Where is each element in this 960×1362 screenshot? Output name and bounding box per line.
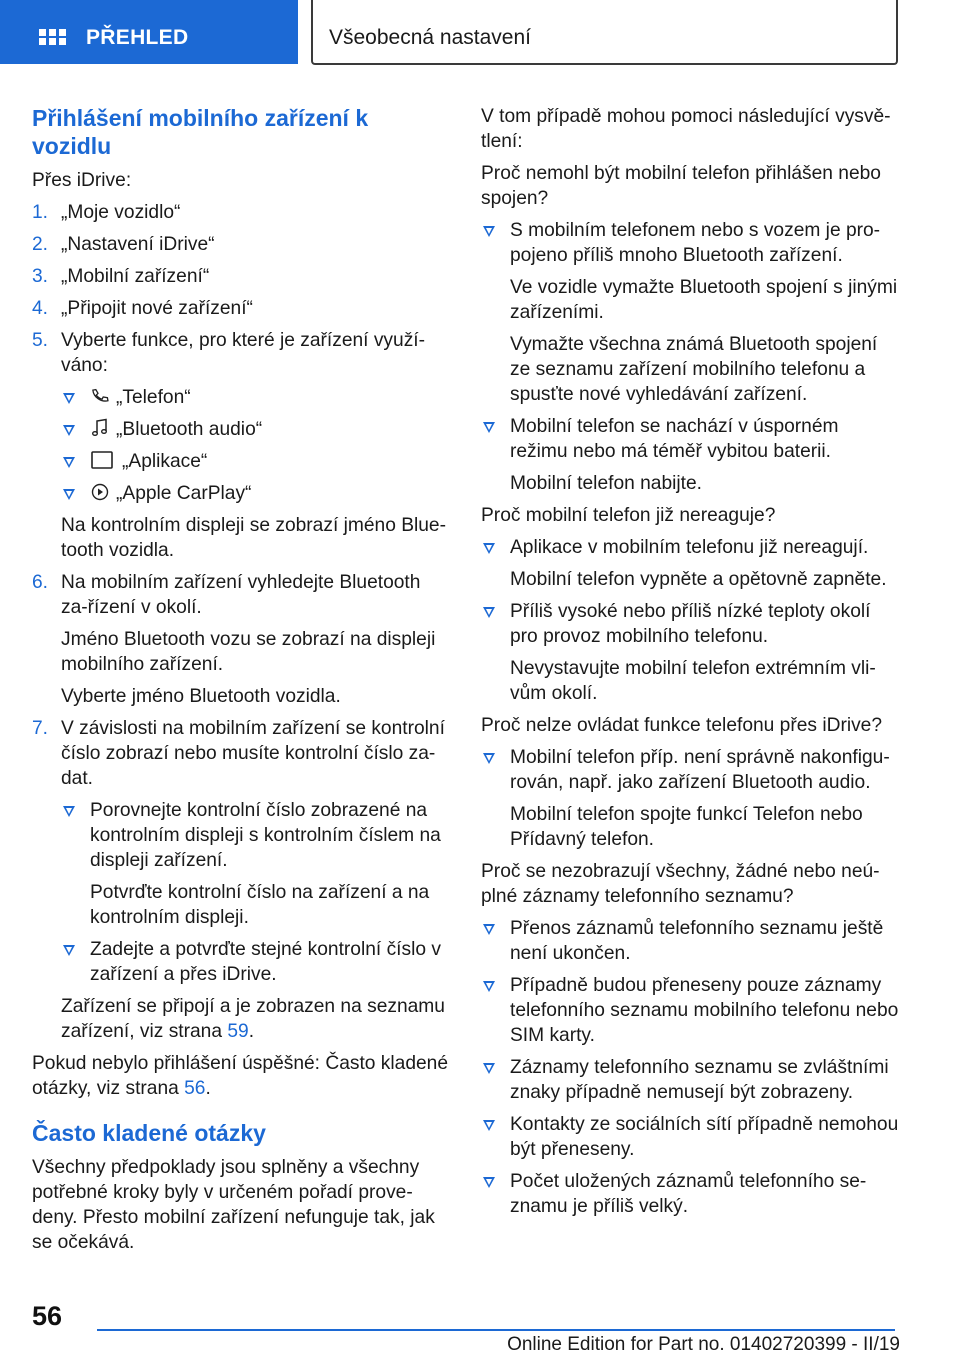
answer-note: Ve vozidle vymažte Bluetooth spojení s jinými zařízeními. (510, 277, 898, 323)
function-list (61, 385, 450, 506)
function-item: „Apple CarPlay“ (61, 481, 450, 506)
faq-answer: Mobilní telefon se nachází v úsporném režimu nebo má téměř vybitou baterii. Mobilní telefon nabijte. (481, 414, 901, 496)
bullet-triangle-icon (483, 753, 495, 764)
bullet-triangle-icon (63, 457, 75, 468)
answer-note: Mobilní telefon vypněte a opětovně zapněte. (510, 569, 887, 590)
section-header (311, 0, 898, 65)
faq-answer: Počet uložených záznamů telefonního se-znamu je příliš velký. (481, 1169, 901, 1219)
option-note: Potvrďte kontrolní číslo na zařízení a na kontrolním displeji. (90, 882, 430, 928)
overview-tab-label: PŘEHLED (86, 26, 189, 49)
option-item: Zadejte a potvrďte stejné kontrolní číslo v zařízení a přes iDrive. (61, 937, 450, 987)
answer-note: Vymažte všechna známá Bluetooth spojení ze seznamu zařízení mobilního telefonu a spusťte nové vyhledávání zařízení. (510, 334, 878, 405)
step-1: 1. „Moje vozidlo“ (32, 202, 181, 223)
carplay-icon (90, 482, 110, 502)
faq-answers (481, 535, 901, 706)
bullet-triangle-icon (483, 981, 495, 992)
apps-icon (90, 450, 116, 470)
faq-answer: Případně budou přeneseny pouze záznamy telefonního seznamu mobilního telefonu nebo SIM karty. (481, 973, 901, 1048)
grid-menu-icon (39, 29, 67, 53)
faq-answers (481, 218, 901, 496)
faq-answer: Mobilní telefon příp. není správně nakonfigu-rován, např. jako zařízení Bluetooth audio. Mobilní telefon spojte funkcí Telefon nebo Přídavný telefon. (481, 745, 901, 852)
function-item: „Telefon“ (61, 385, 450, 410)
intro-text: Přes iDrive: (32, 170, 132, 191)
bullet-triangle-icon (483, 1063, 495, 1074)
pairing-steps (32, 200, 450, 1044)
fail-text: Pokud nebylo přihlášení úspěšné: Často kladené otázky, viz strana 56. (32, 1053, 449, 1099)
faq-answer: Přenos záznamů telefonního seznamu ještě není ukončen. (481, 916, 901, 966)
answer-note: Mobilní telefon nabijte. (510, 473, 702, 494)
footer-divider (97, 1329, 895, 1331)
page-link-59[interactable]: 59 (227, 1021, 249, 1042)
overview-tab[interactable] (0, 0, 298, 64)
step-4: 4. „Připojit nové zařízení“ (32, 298, 253, 319)
bullet-triangle-icon (63, 425, 75, 436)
right-column (481, 104, 901, 1226)
bullet-triangle-icon (483, 543, 495, 554)
faq-answers (481, 916, 901, 1219)
step-3: 3. „Mobilní zařízení“ (32, 266, 210, 287)
step-6: 6. Na mobilním zařízení vyhledejte Bluetooth za-řízení v okolí. Jméno Bluetooth vozu se zobrazí na displeji mobilního zařízení. Vyberte jméno Bluetooth vozidla. (32, 570, 450, 709)
step-6-note: Jméno Bluetooth vozu se zobrazí na displeji mobilního zařízení. (61, 629, 436, 675)
faq-question: Proč mobilní telefon již nereaguje? (481, 505, 776, 526)
faq-answer: Kontakty ze sociálních sítí případně nemohou být přeneseny. (481, 1112, 901, 1162)
bullet-triangle-icon (483, 422, 495, 433)
page-number: 56 (32, 1301, 63, 1331)
phone-icon (90, 386, 110, 406)
step-5: 5. Vyberte funkce, pro které je zařízení využí-váno: „Telefon“ „Bluetooth audio“ „Aplikace“ „Apple CarPlay“ Na kontrolním displeji se zobrazí jméno Blue-tooth vozidla. (32, 328, 450, 563)
function-item: „Bluetooth audio“ (61, 417, 450, 442)
answer-note: Nevystavujte mobilní telefon extrémním vli-vům okolí. (510, 658, 876, 704)
bullet-triangle-icon (483, 1177, 495, 1188)
faq-answer: Příliš vysoké nebo příliš nízké teploty okolí pro provoz mobilního telefonu. Nevystavujte mobilní telefon extrémním vli-vům okolí. (481, 599, 901, 706)
answer-note: Mobilní telefon spojte funkcí Telefon nebo Přídavný telefon. (510, 804, 863, 850)
faq-question: Proč nemohl být mobilní telefon přihlášen nebo spojen? (481, 163, 881, 209)
bullet-triangle-icon (63, 945, 75, 956)
function-item: „Aplikace“ (61, 449, 450, 474)
music-note-icon (90, 418, 110, 438)
step-2: 2. „Nastavení iDrive“ (32, 234, 215, 255)
bullet-triangle-icon (63, 806, 75, 817)
faq-answer: S mobilním telefonem nebo s vozem je pro-pojeno příliš mnoho Bluetooth zařízení. Ve vozidle vymažte Bluetooth spojení s jinými zařízeními. Vymažte všechna známá Bluetooth spojení ze seznamu zařízení mobilního telefonu a spusťte nové vyhledávání zařízení. (481, 218, 901, 407)
step-6-note: Vyberte jméno Bluetooth vozidla. (61, 686, 341, 707)
faq-answer: Záznamy telefonního seznamu se zvláštními znaky případně nemusejí být zobrazeny. (481, 1055, 901, 1105)
step-7: 7. V závislosti na mobilním zařízení se kontrolní číslo zobrazí nebo musíte kontrolní číslo za-dat. Porovnejte kontrolní číslo zobrazené na kontrolním displeji s kontrolním číslem na displeji zařízení. Potvrďte kontrolní číslo na zařízení a na kontrolním displeji. Zadejte a potvrďte stejné kontrolní číslo v zařízení a přes iDrive. Zařízení se připojí a je zobrazen na seznamu zařízení, viz strana 59. (32, 716, 450, 1044)
bullet-triangle-icon (63, 393, 75, 404)
step-7-note: Zařízení se připojí a je zobrazen na seznamu zařízení, viz strana 59. (61, 996, 445, 1042)
faq-answers (481, 745, 901, 852)
faq-explanation-intro: V tom případě mohou pomoci následující vysvě-tlení: (481, 106, 891, 152)
bullet-triangle-icon (483, 924, 495, 935)
faq-answer: Aplikace v mobilním telefonu již nereagují. Mobilní telefon vypněte a opětovně zapněte. (481, 535, 901, 592)
bullet-triangle-icon (483, 226, 495, 237)
bullet-triangle-icon (63, 489, 75, 500)
option-item: Porovnejte kontrolní číslo zobrazené na kontrolním displeji s kontrolním číslem na displeji zařízení. Potvrďte kontrolní číslo na zařízení a na kontrolním displeji. (61, 798, 450, 930)
heading-faq: Často kladené otázky (32, 1120, 266, 1146)
heading-pairing: Přihlášení mobilního zařízení k vozidlu (32, 105, 369, 159)
page-link-56[interactable]: 56 (184, 1078, 206, 1099)
bullet-triangle-icon (483, 1120, 495, 1131)
section-title: Všeobecná nastavení (329, 26, 531, 49)
step-5-note: Na kontrolním displeji se zobrazí jméno Blue-tooth vozidla. (61, 515, 446, 561)
edition-text: Online Edition for Part no. 01402720399 - II/19 (507, 1334, 900, 1355)
bullet-triangle-icon (483, 607, 495, 618)
faq-intro: Všechny předpoklady jsou splněny a všechny potřebné kroky byly v určeném pořadí prove-deny. Přesto mobilní zařízení nefunguje tak, jak se očekává. (32, 1157, 435, 1253)
left-column (32, 104, 450, 1262)
faq-question: Proč nelze ovládat funkce telefonu přes iDrive? (481, 715, 883, 736)
step-7-options (61, 798, 450, 987)
faq-question: Proč se nezobrazují všechny, žádné nebo neú-plné záznamy telefonního seznamu? (481, 861, 880, 907)
